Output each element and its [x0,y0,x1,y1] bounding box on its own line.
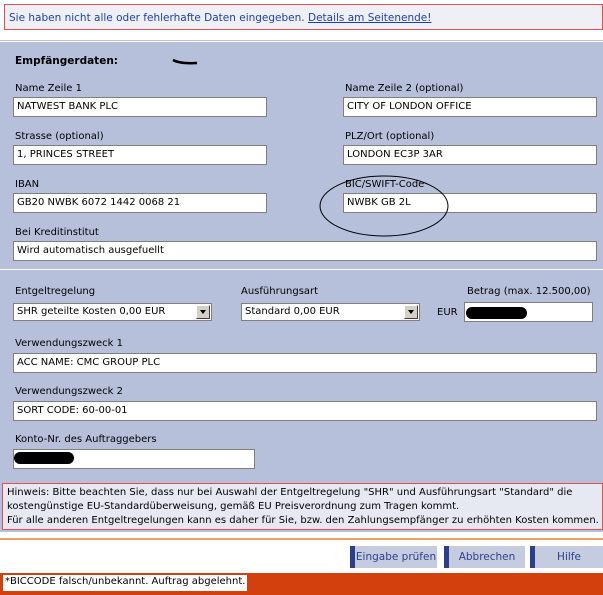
chevron-down-icon[interactable] [196,305,210,319]
details-link[interactable]: Details am Seitenende! [307,12,432,24]
hint-line-3: Für alle anderen Entgeltregelungen kann es daher für Sie, bzw. den Zahlungsempfänger zu erhöhten Kosten kommen. [7,515,599,526]
name2-label: Name Zeile 2 (optional) [345,83,464,94]
bic-label: BIC/SWIFT-Code [345,179,425,190]
currency-label: EUR [437,307,458,318]
highlight-ellipse [318,174,450,238]
purpose1-input[interactable]: ACC NAME: CMC GROUP PLC [13,353,597,373]
purpose2-label: Verwendungszweck 2 [15,386,123,397]
bank-input[interactable]: Wird automatisch ausgefuellt [13,241,597,261]
cancel-button[interactable]: Abbrechen [444,546,525,568]
purpose1-label: Verwendungszweck 1 [15,338,123,349]
fee-select-value: SHR geteilte Kosten 0,00 EUR [17,306,166,317]
name2-input[interactable]: CITY OF LONDON OFFICE [343,97,597,117]
hint-line-2: kostengünstige EU-Standardüberweisung, gemäß EU Preisverordnung zum Tragen kommt. [7,501,460,512]
chevron-down-icon[interactable] [404,305,418,319]
status-message: *BICCODE falsch/unbekannt. Auftrag abgelehnt. [3,575,247,591]
amount-label: Betrag (max. 12.500,00) [467,286,591,297]
section-title: Empfängerdaten: [15,55,118,67]
exec-select[interactable] [241,303,420,321]
city-input[interactable]: LONDON EC3P 3AR [343,145,597,165]
street-input[interactable]: 1, PRINCES STREET [13,145,267,165]
fee-select[interactable] [13,303,212,321]
pen-scribble [172,58,199,66]
street-label: Strasse (optional) [15,131,104,142]
help-button[interactable]: Hilfe [530,546,603,568]
error-banner-text: Sie haben nicht alle oder fehlerhafte Daten eingegeben. Details am Seitenende! [9,12,432,24]
purpose2-input[interactable]: SORT CODE: 60-00-01 [13,401,597,421]
divider [0,269,603,270]
error-banner [4,4,603,30]
bank-label: Bei Kreditinstitut [15,227,99,238]
iban-input[interactable]: GB20 NWBK 6072 1442 0068 21 [13,193,267,213]
redaction-mark [466,307,527,319]
name1-input[interactable]: NATWEST BANK PLC [13,97,267,117]
name1-label: Name Zeile 1 [15,83,82,94]
hint-box [2,483,603,530]
iban-label: IBAN [15,179,40,190]
redaction-mark [14,452,74,464]
divider [0,41,603,42]
exec-select-value: Standard 0,00 EUR [245,306,340,317]
hint-line-1: Hinweis: Bitte beachten Sie, dass nur bei Auswahl der Entgeltregelung "SHR" und Ausführungsart "Standard" die [7,487,573,498]
city-label: PLZ/Ort (optional) [345,131,435,142]
check-input-button[interactable]: Eingabe prüfen [350,546,437,568]
exec-label: Ausführungsart [241,286,319,297]
bic-input[interactable]: NWBK GB 2L [343,193,597,213]
divider [0,538,603,540]
account-label: Konto-Nr. des Auftraggebers [15,434,157,445]
fee-label: Entgeltregelung [15,286,96,297]
